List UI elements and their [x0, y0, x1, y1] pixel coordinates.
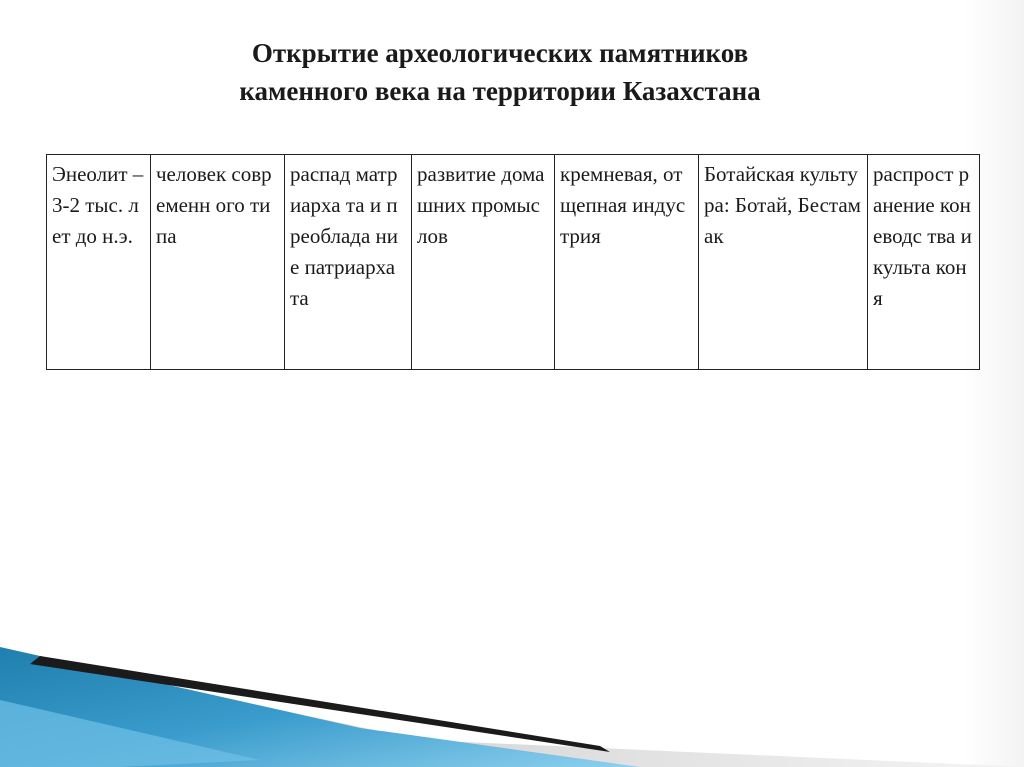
- table-cell-culture: Ботайская культура: Ботай, Бестамак: [699, 155, 868, 370]
- table-cell-economy: развитие домашних промыслов: [412, 155, 555, 370]
- slide-title: [120, 34, 880, 110]
- title-line-2: каменного века на территории Казахстана: [239, 76, 761, 106]
- table-cell-industry: кремневая, отщепная индустрия: [555, 155, 699, 370]
- table-row: [47, 155, 980, 370]
- culture-table: [46, 154, 980, 370]
- table-cell-human-type: человек современн ого типа: [151, 155, 285, 370]
- title-line-1: Открытие археологических памятников: [251, 38, 749, 68]
- table-cell-social: распад матриарха та и преоблада ние патриарха та: [285, 155, 412, 370]
- decorative-stripes: [0, 600, 1024, 767]
- table-cell-features: распрост ранение коневодс тва и культа коня: [868, 155, 980, 370]
- table-cell-period: Энеолит – 3-2 тыс. лет до н.э.: [47, 155, 151, 370]
